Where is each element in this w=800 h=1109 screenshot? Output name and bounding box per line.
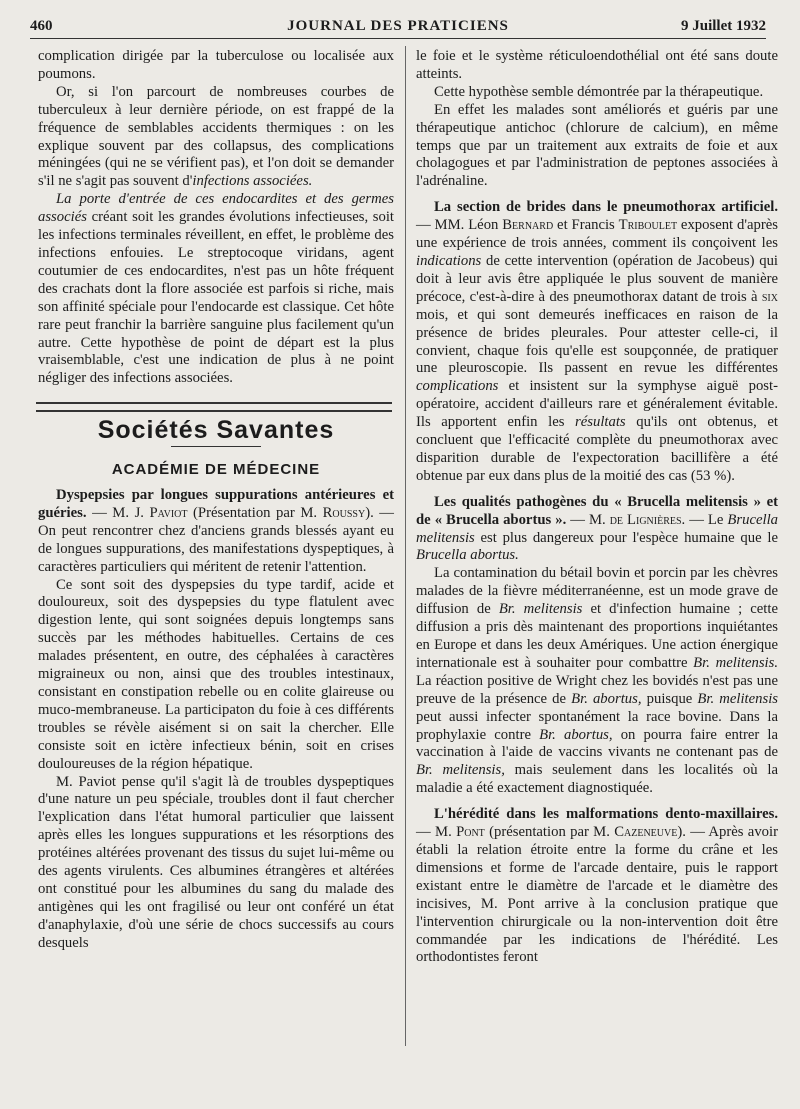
- paragraph: Ce sont soit des dyspepsies du type tardif, acide et douloureux, soit des dyspepsies du type flatulent avec digestion lente, qui sont soignées depuis longtemps sans succès par les méthodes habituelles. Certains de ces malades présentent, en outre, des céphalées à caractères migraineux ou non, ainsi que des troubles intestinaux, consistant en constipation rebelle ou en colite glaireuse ou muco-membraneuse. La participaton du foie à ces différents troubles se révèle aisément si on sait la chercher. Elle consiste soit en ictère infectieux bénin, soit en crises douloureuses de la région hépatique.: [38, 576, 394, 772]
- header-rule: [30, 38, 766, 39]
- journal-title: JOURNAL DES PRATICIENS: [287, 18, 509, 34]
- issue-date: 9 Juillet 1932: [681, 18, 766, 34]
- article-brucella: Les qualités pathogènes du « Brucella melitensis » et de « Brucella abortus ». — M. de Lignières. — Le Brucella melitensis est plus dangereux pour l'espèce humaine que le Brucella abortus.: [416, 493, 778, 564]
- paragraph: En effet les malades sont améliorés et guéris par une thérapeutique antichoc (chlorure de calcium), en même temps que par un traitement aux extraits de foie et aux cholagogues et par l'administration de peptones associées à l'adrénaline.: [416, 101, 778, 190]
- article-heredity: L'hérédité dans les malformations dento-maxillaires. — M. Pont (présentation par M. Cazeneuve). — Après avoir établi la relation étroite entre la forme du crâne et les dimensions et forme de l'arcade dentaire, puis le rapport existant entre le diamètre de l'arcade et le diamètre des incisives, M. Pont arrive à la conclusion pratique que l'intervention chirurgicale ou la non-intervention doit être commandée par les indications de l'hérédité. Les orthodontistes feront: [416, 806, 778, 966]
- column-divider: [405, 46, 406, 1046]
- paragraph: Cette hypothèse semble démontrée par la thérapeutique.: [434, 83, 764, 100]
- page-number: 460: [30, 18, 53, 34]
- right-column: [416, 48, 778, 967]
- paragraph: le foie et le système réticuloendothélial ont été sans doute atteints.: [416, 48, 778, 82]
- paragraph: complication dirigée par la tuberculose ou localisée aux poumons.: [38, 48, 394, 82]
- section-title: Sociétés Savantes: [97, 416, 335, 445]
- paragraph: Or, si l'on parcourt de nombreuses courbes de tuberculeux à leur dernière période, on est frappé de la fréquence de semblables accidents thermiques : on les explique souvent par des collapsus, des complications méningées (qui ne se vérifient pas), et l'on doit se demander s'il ne s'agit pas souvent d'infections associées.: [38, 83, 394, 190]
- article-pneumothorax: La section de brides dans le pneumothorax artificiel. — MM. Léon Bernard et Francis Triboulet exposent d'après une expérience de trois années, comment ils conçoivent les indications de cette intervention (opération de Jacobeus) qui doit à leur avis être appliquée le plus souvent de manière précoce, c'est-à-dire à des pneumothorax datant de trois à six mois, et qui sont demeurés inefficaces en raison de la présence de brides pleurales. Pour attester celle-ci, il convient, chaque fois qu'elle est soupçonnée, de pratiquer une pleuroscopie. Ils passent en revue les différentes complications et insistent sur la symphyse aiguë post-opératoire, accident d'ailleurs rare et généralement évitable. Ils apportent enfin les résultats qu'ils ont obtenus, et concluent que l'efficacité complète du pneumothorax avec disparition durable de l'expectoration bacillifère a été obtenue par eux dans plus de la moitié des cas (53 %).: [416, 199, 778, 484]
- paragraph: La porte d'entrée de ces endocardites et des germes associés créant soit les grandes évolutions infectieuses, soit les infections terminales réveillent, en effet, le problème des infections enfouies. Le streptocoque viridans, agent coutumier de ces endocardites, n'est pas un hôte fréquent des crachats dont la flore associée est parfois si riche, mais son affinité spéciale pour l'endocarde est classique. Cet hôte rare peut franchir la barrière sanguine plus facilement qu'un autre. Cette hypothèse de point de départ est la plus vraisemblable, c'est une indication de plus à ne point négliger des infections associées.: [38, 191, 394, 387]
- academy-heading: ACADÉMIE DE MÉDECINE: [111, 461, 321, 479]
- article-intro: Dyspepsies par longues suppurations antérieures et guéries. — M. J. Paviot (Présentation par M. Roussy). — On peut rencontrer chez d'anciens grands blessés ayant eu de longues suppurations, des manifestations dyspeptiques, à caractères particuliers qui méritent de retenir l'attention.: [38, 487, 394, 575]
- paragraph: M. Paviot pense qu'il s'agit là de troubles dyspeptiques d'une nature un peu spéciale, troubles dont il faut chercher l'explication dans l'état humoral particulier que laissent après elles les longues suppurations et les résorptions des protéines altérées provenant des tissus du sujet lui-même ou des agents virulents. Ces albumines étrangères et altérées ont constitué pour les albumines du sang du malade des antigènes qui les ont fragilisé ou leur ont conféré un état d'anaphylaxie, d'où une série de chocs successifs au cours desquels: [38, 773, 394, 951]
- double-rule-divider: [36, 402, 392, 412]
- section-underline: [171, 446, 261, 447]
- paragraph: La contamination du bétail bovin et porcin par les chèvres malades de la fièvre méditerranéenne, est un mode grave de diffusion de Br. melitensis et d'infection humaine ; cette diffusion a pris dès maintenant des proportions inquiétantes en Europe et dans les deux Amériques. Une action énergique internationale est à souhaiter pour combattre Br. melitensis. La réaction positive de Wright chez les bovidés n'est pas une preuve de la présence de Br. abortus, puisque Br. melitensis peut aussi infecter spontanément la race bovine. Dans la prophylaxie contre Br. abortus, on pourra faire entrer la vaccination à l'aide de vaccins vivants ne contenant pas de Br. melitensis, mais seulement dans les localités où la maladie a été exactement diagnostiquée.: [416, 565, 779, 797]
- running-header: [30, 18, 766, 40]
- left-column: [38, 48, 394, 953]
